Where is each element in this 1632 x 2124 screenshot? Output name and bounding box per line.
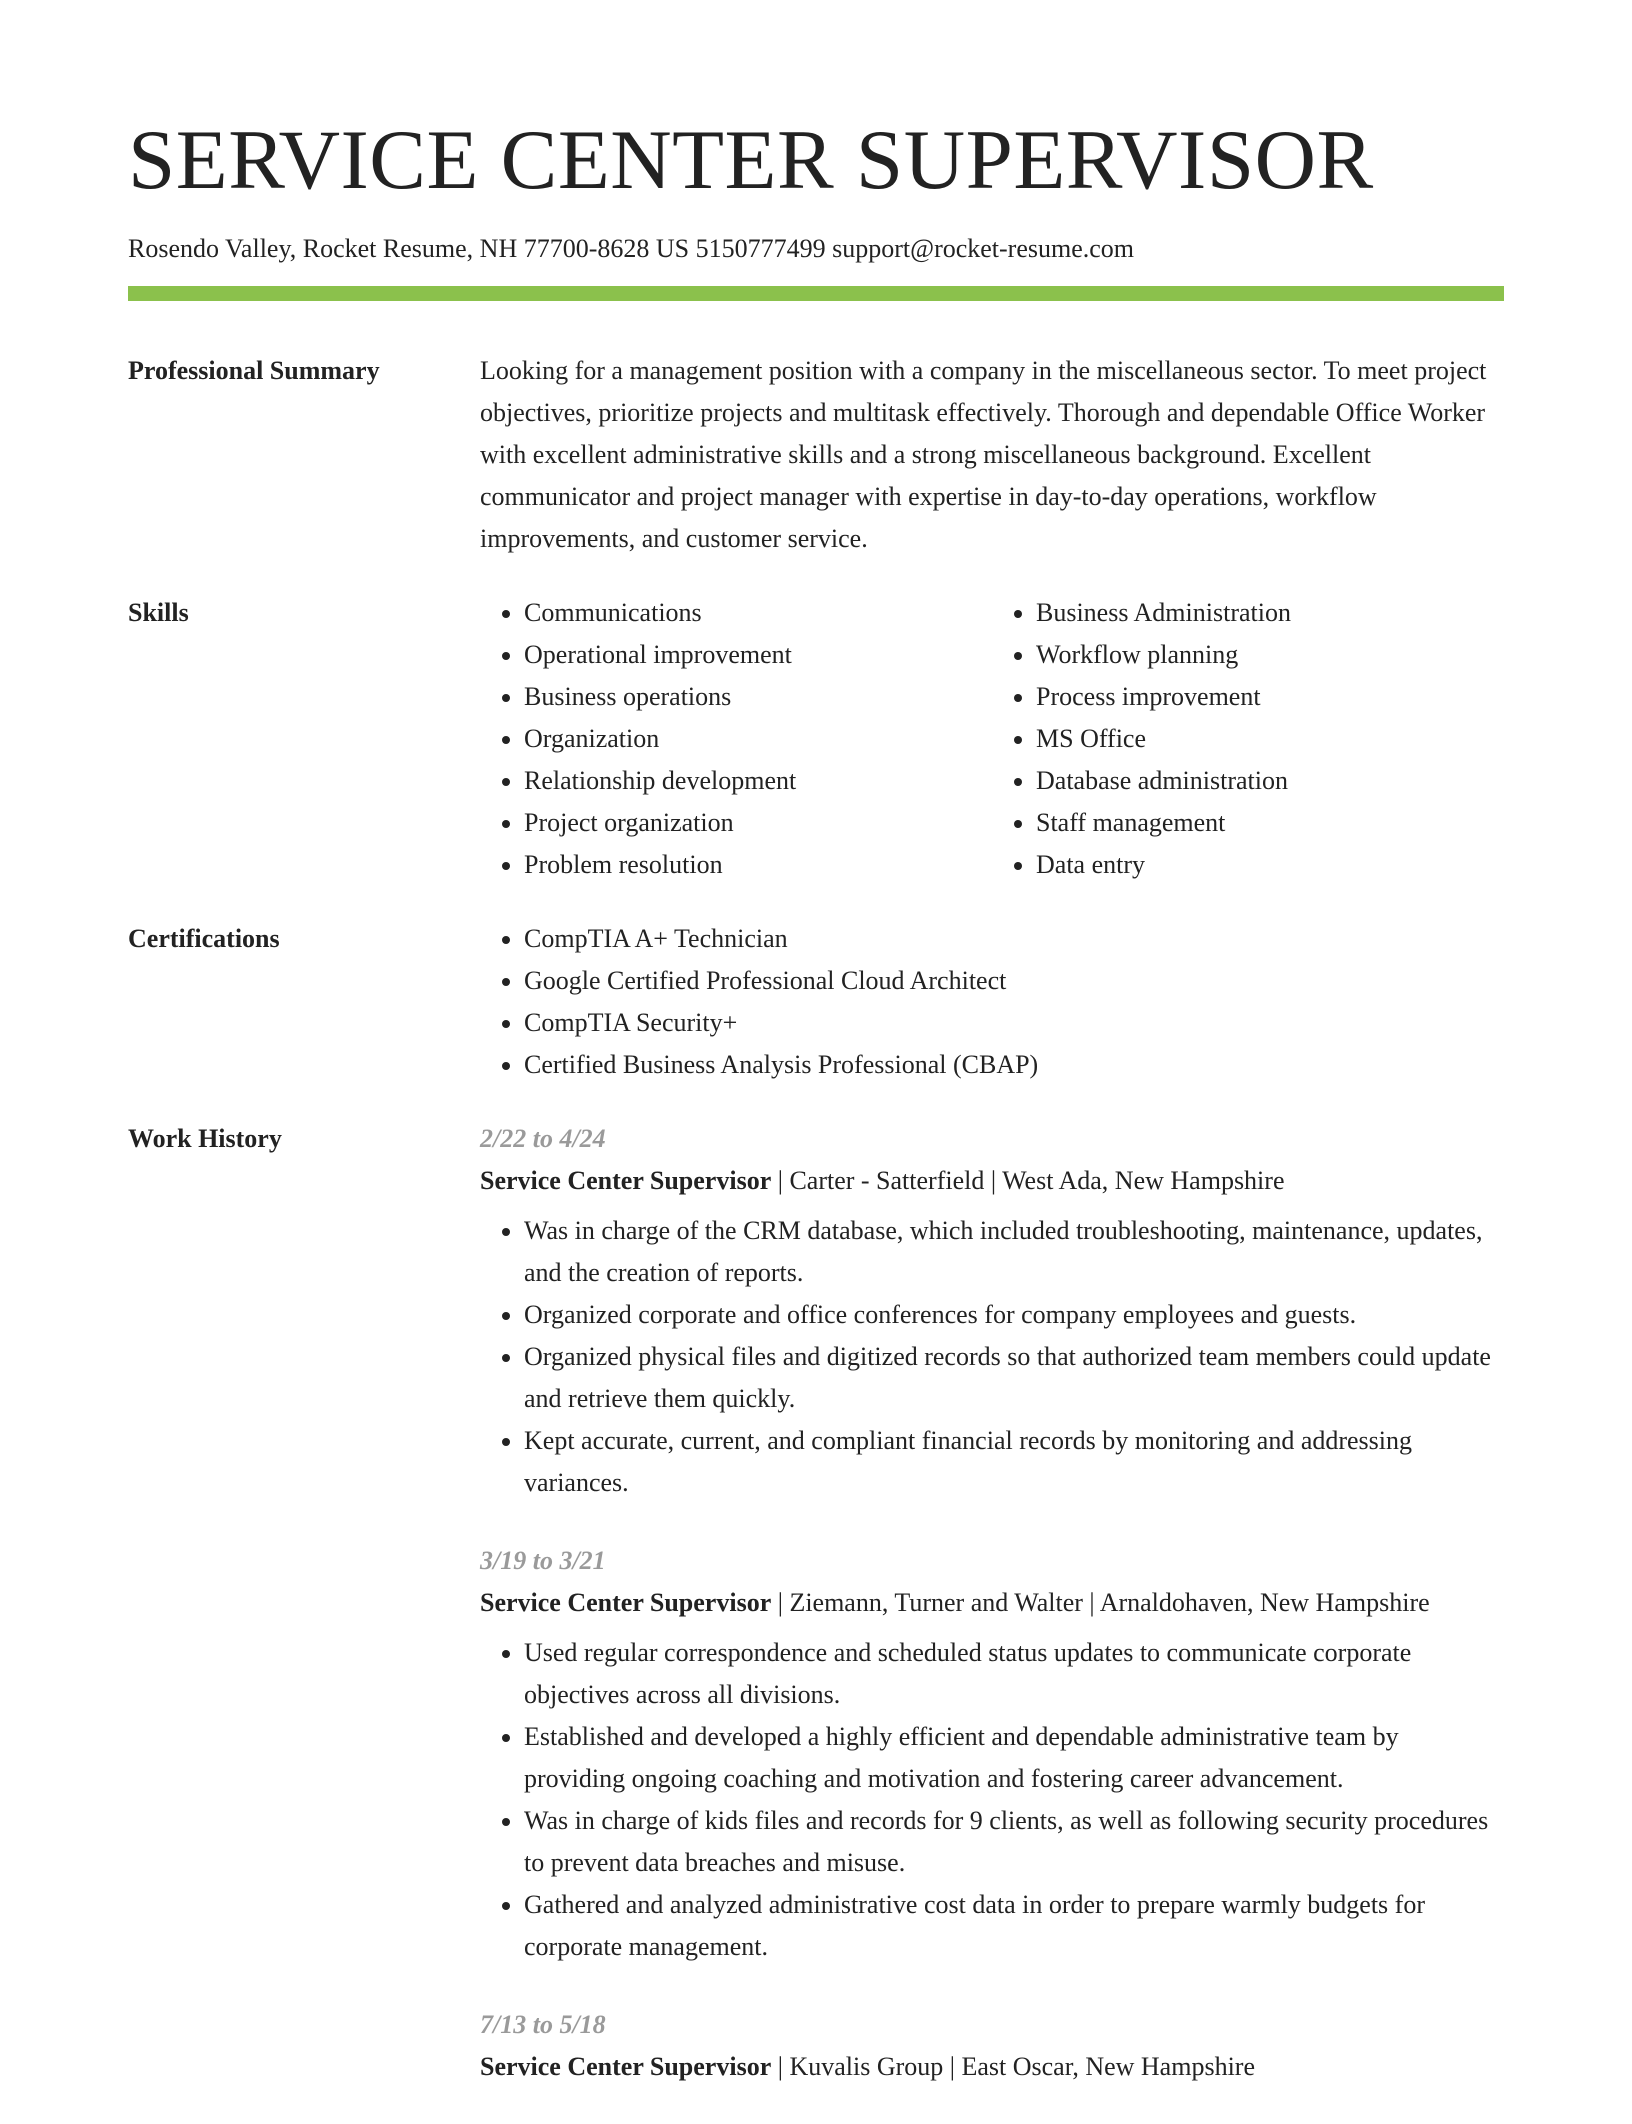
list-item: • MS Office — [1036, 718, 1504, 760]
summary-content — [480, 350, 1504, 560]
job-heading — [480, 1160, 1504, 1202]
list-item: • Was in charge of the CRM database, which included troubleshooting, maintenance, updates, and the creation of reports. — [524, 1210, 1504, 1294]
section-label-summary: Professional Summary — [128, 356, 380, 385]
list-item: • Workflow planning — [1036, 634, 1504, 676]
job-title: Service Center Supervisor — [480, 1166, 772, 1195]
list-item: • Was in charge of kids files and records for 9 clients, as well as following security procedures to prevent data breaches and misuse. — [524, 1800, 1504, 1884]
job-details: | Ziemann, Turner and Walter | Arnaldohaven, New Hampshire — [771, 1588, 1430, 1617]
list-item: • Organization — [524, 718, 992, 760]
list-item: • Database administration — [1036, 760, 1504, 802]
job-details: | Carter - Satterfield | West Ada, New Hampshire — [771, 1166, 1285, 1195]
job-heading — [480, 2046, 1504, 2088]
job-entry — [480, 2004, 1504, 2088]
certifications-content — [480, 918, 1504, 1086]
list-item: • Google Certified Professional Cloud Architect — [524, 960, 1504, 1002]
header-divider — [128, 286, 1504, 301]
section-label-skills: Skills — [128, 598, 189, 627]
list-item: • Business Administration — [1036, 592, 1504, 634]
list-item: • Gathered and analyzed administrative cost data in order to prepare warmly budgets for corporate management. — [524, 1884, 1504, 1968]
job-entry — [480, 1118, 1504, 1504]
list-item: • Problem resolution — [524, 844, 992, 886]
work-history-content — [480, 1118, 1504, 2124]
contact-line: Rosendo Valley, Rocket Resume, NH 77700-8628 US 5150777499 support@rocket-resume.com — [128, 234, 1135, 263]
list-item: • Project organization — [524, 802, 992, 844]
job-heading — [480, 1582, 1504, 1624]
section-label-work-history: Work History — [128, 1124, 282, 1153]
list-item: • Used regular correspondence and scheduled status updates to communicate corporate objectives across all divisions. — [524, 1632, 1504, 1716]
job-details: | Kuvalis Group | East Oscar, New Hampshire — [771, 2052, 1255, 2081]
list-item: • Organized physical files and digitized records so that authorized team members could update and retrieve them quickly. — [524, 1336, 1504, 1420]
skills-list-right — [992, 592, 1504, 886]
list-item: • Certified Business Analysis Professional (CBAP) — [524, 1044, 1504, 1086]
job-entry — [480, 1540, 1504, 1968]
job-bullets — [480, 1210, 1504, 1504]
list-item: • Organized corporate and office conferences for company employees and guests. — [524, 1294, 1504, 1336]
page-title: SERVICE CENTER SUPERVISOR — [128, 113, 1374, 207]
skills-list-left — [480, 592, 992, 886]
list-item: • Data entry — [1036, 844, 1504, 886]
job-dates: 7/13 to 5/18 — [480, 2010, 606, 2039]
job-title: Service Center Supervisor — [480, 2052, 772, 2081]
list-item: • Relationship development — [524, 760, 992, 802]
list-item: • Process improvement — [1036, 676, 1504, 718]
job-dates: 2/22 to 4/24 — [480, 1124, 606, 1153]
list-item: • Staff management — [1036, 802, 1504, 844]
list-item: • CompTIA A+ Technician — [524, 918, 1504, 960]
list-item: • Business operations — [524, 676, 992, 718]
list-item: • Established and developed a highly efficient and dependable administrative team by providing ongoing coaching and motivation and fostering career advancement. — [524, 1716, 1504, 1800]
skills-content — [480, 592, 1504, 886]
list-item: • Communications — [524, 592, 992, 634]
certifications-list — [480, 918, 1504, 1086]
list-item: • CompTIA Security+ — [524, 1002, 1504, 1044]
job-bullets — [480, 1632, 1504, 1968]
section-label-certifications: Certifications — [128, 924, 280, 953]
job-dates: 3/19 to 3/21 — [480, 1546, 606, 1575]
job-title: Service Center Supervisor — [480, 1588, 772, 1617]
list-item: • Operational improvement — [524, 634, 992, 676]
summary-text: Looking for a management position with a company in the miscellaneous sector. To meet project objectives, prioritize projects and multitask effectively. Thorough and dependable Office Worker with excellent administrative skills and a strong miscellaneous background. Excellent communicator and project manager with expertise in day-to-day operations, workflow improvements, and customer service. — [480, 356, 1487, 553]
list-item: • Kept accurate, current, and compliant financial records by monitoring and addressing variances. — [524, 1420, 1504, 1504]
